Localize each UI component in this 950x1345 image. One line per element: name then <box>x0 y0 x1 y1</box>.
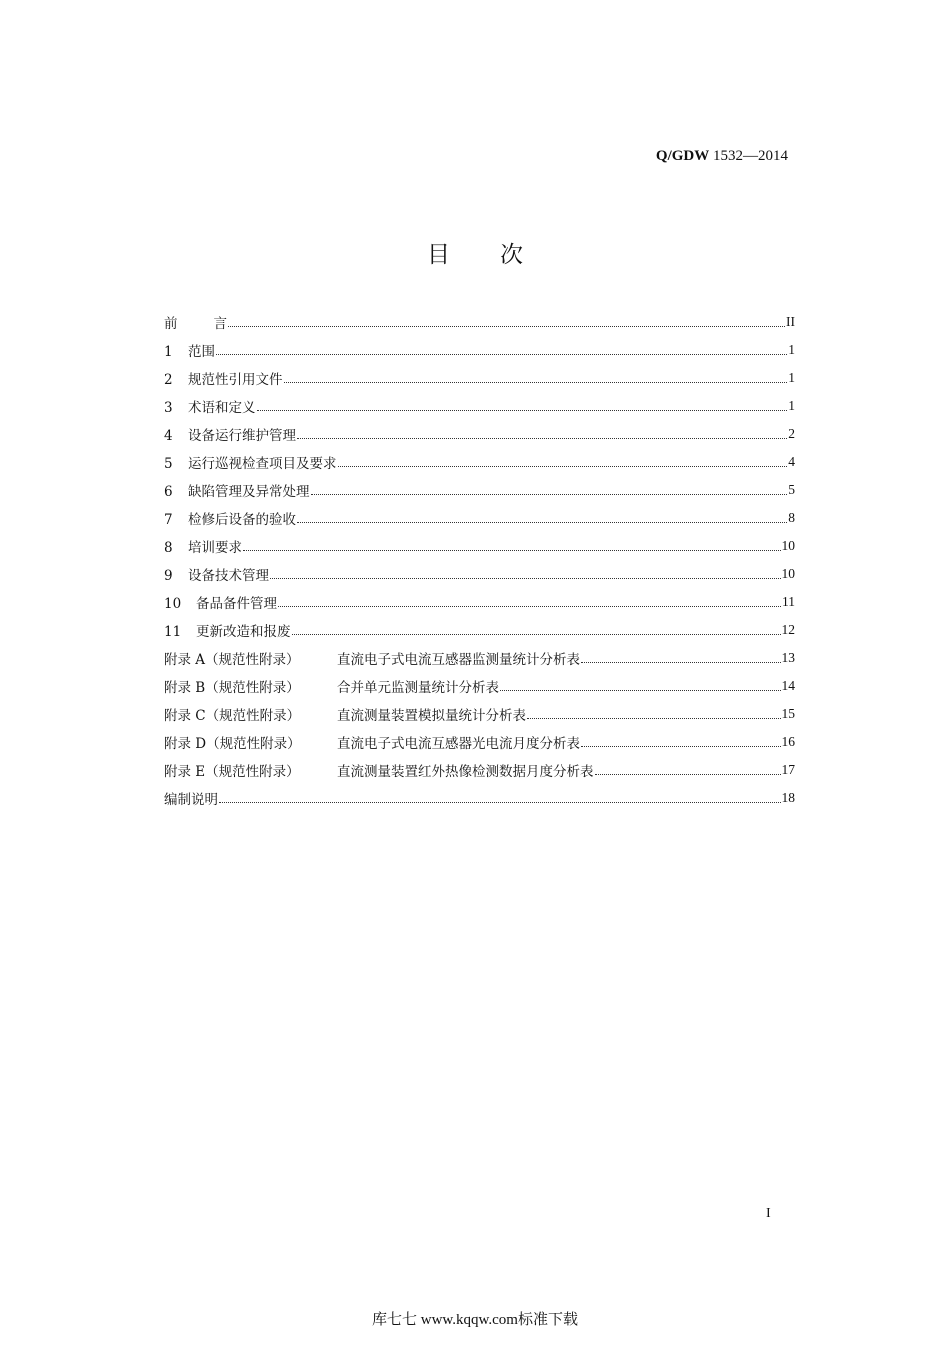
toc-entry-title: 直流测量装置模拟量统计分析表 <box>337 708 526 724</box>
toc-entry-label <box>164 732 580 752</box>
toc-entry-label <box>164 704 526 724</box>
toc-entry-title: 术语和定义 <box>188 400 256 416</box>
toc-dot-leader <box>243 550 781 551</box>
toc-entry-page: 1 <box>788 342 795 357</box>
toc-entry-title: 前 言 <box>164 316 227 332</box>
toc-dot-leader <box>581 746 781 747</box>
toc-entry-page: 16 <box>781 734 795 749</box>
toc-dot-leader <box>595 774 781 775</box>
toc-entry-number: 附录 A（规范性附录） <box>164 652 300 668</box>
toc-entry-page: 17 <box>781 762 795 777</box>
toc-entry-title: 备品备件管理 <box>196 596 277 612</box>
toc-entry-title: 直流电子式电流互感器监测量统计分析表 <box>337 652 580 668</box>
toc-entry[interactable] <box>164 448 795 476</box>
toc-entry-title: 更新改造和报废 <box>196 624 291 640</box>
toc-entry-number: 1 <box>164 344 173 360</box>
toc-entry-label <box>164 676 499 696</box>
toc-dot-leader <box>297 438 787 439</box>
toc-dot-leader <box>292 634 781 635</box>
toc-entry-number: 7 <box>164 512 173 528</box>
toc-entry-page: 14 <box>781 678 795 693</box>
toc-entry[interactable] <box>164 672 795 700</box>
toc-entry-label <box>164 452 337 472</box>
toc-entry[interactable] <box>164 308 795 336</box>
toc-entry[interactable] <box>164 644 795 672</box>
toc-entry-page: 1 <box>788 370 795 385</box>
toc-entry-page: 12 <box>781 622 795 637</box>
toc-entry-label <box>164 648 580 668</box>
toc-entry-title: 范围 <box>188 344 215 360</box>
toc-dot-leader <box>338 466 788 467</box>
toc-entry[interactable] <box>164 728 795 756</box>
toc-entry-number: 9 <box>164 568 173 584</box>
toc-dot-leader <box>311 494 788 495</box>
toc-dot-leader <box>500 690 781 691</box>
toc-entry-page: 13 <box>781 650 795 665</box>
toc-entry-number: 11 <box>164 624 182 640</box>
toc-entry-number: 8 <box>164 540 173 556</box>
toc-entry-page: 5 <box>788 482 795 497</box>
toc-entry[interactable] <box>164 420 795 448</box>
toc-entry-title: 运行巡视检查项目及要求 <box>188 456 337 472</box>
toc-dot-leader <box>216 354 787 355</box>
toc-entry-page: 15 <box>781 706 795 721</box>
toc-entry[interactable] <box>164 336 795 364</box>
footer-watermark: 库七七 www.kqqw.com标准下载 <box>372 1312 578 1328</box>
toc-entry-label <box>164 788 218 808</box>
toc-entry-number: 3 <box>164 400 173 416</box>
toc-entry-label <box>164 620 291 640</box>
toc-entry-page: 4 <box>788 454 795 469</box>
toc-entry-number: 附录 B（规范性附录） <box>164 680 300 696</box>
toc-entry[interactable] <box>164 756 795 784</box>
standard-code: Q/GDW <box>655 148 710 164</box>
toc-entry-page: 1 <box>788 398 795 413</box>
toc-entry-label <box>164 396 256 416</box>
toc-entry-title: 检修后设备的验收 <box>188 512 296 528</box>
toc-entry[interactable] <box>164 588 795 616</box>
document-header <box>656 148 788 165</box>
toc-entry-number: 6 <box>164 484 173 500</box>
toc-entry-number: 4 <box>164 428 173 444</box>
toc-dot-leader <box>270 578 781 579</box>
toc-entry[interactable] <box>164 364 795 392</box>
toc-entry-title: 培训要求 <box>188 540 242 556</box>
toc-entry-number: 附录 D（规范性附录） <box>164 736 301 752</box>
toc-entry-label <box>164 340 215 360</box>
standard-number: 1532—2014 <box>713 148 788 164</box>
toc-entry-title: 规范性引用文件 <box>188 372 283 388</box>
toc-entry-page: 18 <box>781 790 795 805</box>
toc-entry-label <box>164 536 242 556</box>
page-title: 目次 <box>427 242 573 268</box>
toc-dot-leader <box>581 662 781 663</box>
toc-dot-leader <box>278 606 781 607</box>
toc-entry-label <box>164 508 296 528</box>
toc-dot-leader <box>297 522 787 523</box>
toc-dot-leader <box>228 326 785 327</box>
toc-entry[interactable] <box>164 476 795 504</box>
toc-entry-number: 5 <box>164 456 173 472</box>
toc-entry-title: 设备运行维护管理 <box>188 428 296 444</box>
toc-entry[interactable] <box>164 532 795 560</box>
toc-dot-leader <box>284 382 788 383</box>
toc-entry-title: 编制说明 <box>164 792 218 808</box>
toc-entry[interactable] <box>164 700 795 728</box>
toc-entry-title: 缺陷管理及异常处理 <box>188 484 310 500</box>
toc-entry-title: 直流测量装置红外热像检测数据月度分析表 <box>337 764 594 780</box>
toc-entry[interactable] <box>164 392 795 420</box>
toc-entry-number: 2 <box>164 372 173 388</box>
toc-entry-title: 直流电子式电流互感器光电流月度分析表 <box>337 736 580 752</box>
toc-entry-page: II <box>786 314 795 329</box>
toc-entry[interactable] <box>164 784 795 812</box>
table-of-contents <box>164 308 795 812</box>
toc-entry-number: 10 <box>164 596 182 612</box>
toc-entry-label <box>164 592 277 612</box>
toc-dot-leader <box>257 410 788 411</box>
toc-entry-page: 10 <box>781 566 795 581</box>
toc-entry-title: 设备技术管理 <box>188 568 269 584</box>
toc-entry-page: 2 <box>788 426 795 441</box>
toc-entry-title: 合并单元监测量统计分析表 <box>337 680 499 696</box>
toc-entry-label <box>164 312 227 332</box>
toc-dot-leader <box>219 802 781 803</box>
toc-entry-label <box>164 368 283 388</box>
toc-entry[interactable] <box>164 616 795 644</box>
toc-entry-label <box>164 480 310 500</box>
toc-entry-page: 8 <box>788 510 795 525</box>
toc-entry-label <box>164 760 594 780</box>
toc-entry-label <box>164 424 296 444</box>
page-number: I <box>766 1206 771 1221</box>
toc-entry-number: 附录 E（规范性附录） <box>164 764 300 780</box>
toc-entry[interactable] <box>164 560 795 588</box>
toc-entry-label <box>164 564 269 584</box>
toc-entry[interactable] <box>164 504 795 532</box>
toc-entry-number: 附录 C（规范性附录） <box>164 708 301 724</box>
toc-entry-page: 11 <box>782 594 795 609</box>
toc-entry-page: 10 <box>781 538 795 553</box>
toc-dot-leader <box>527 718 781 719</box>
